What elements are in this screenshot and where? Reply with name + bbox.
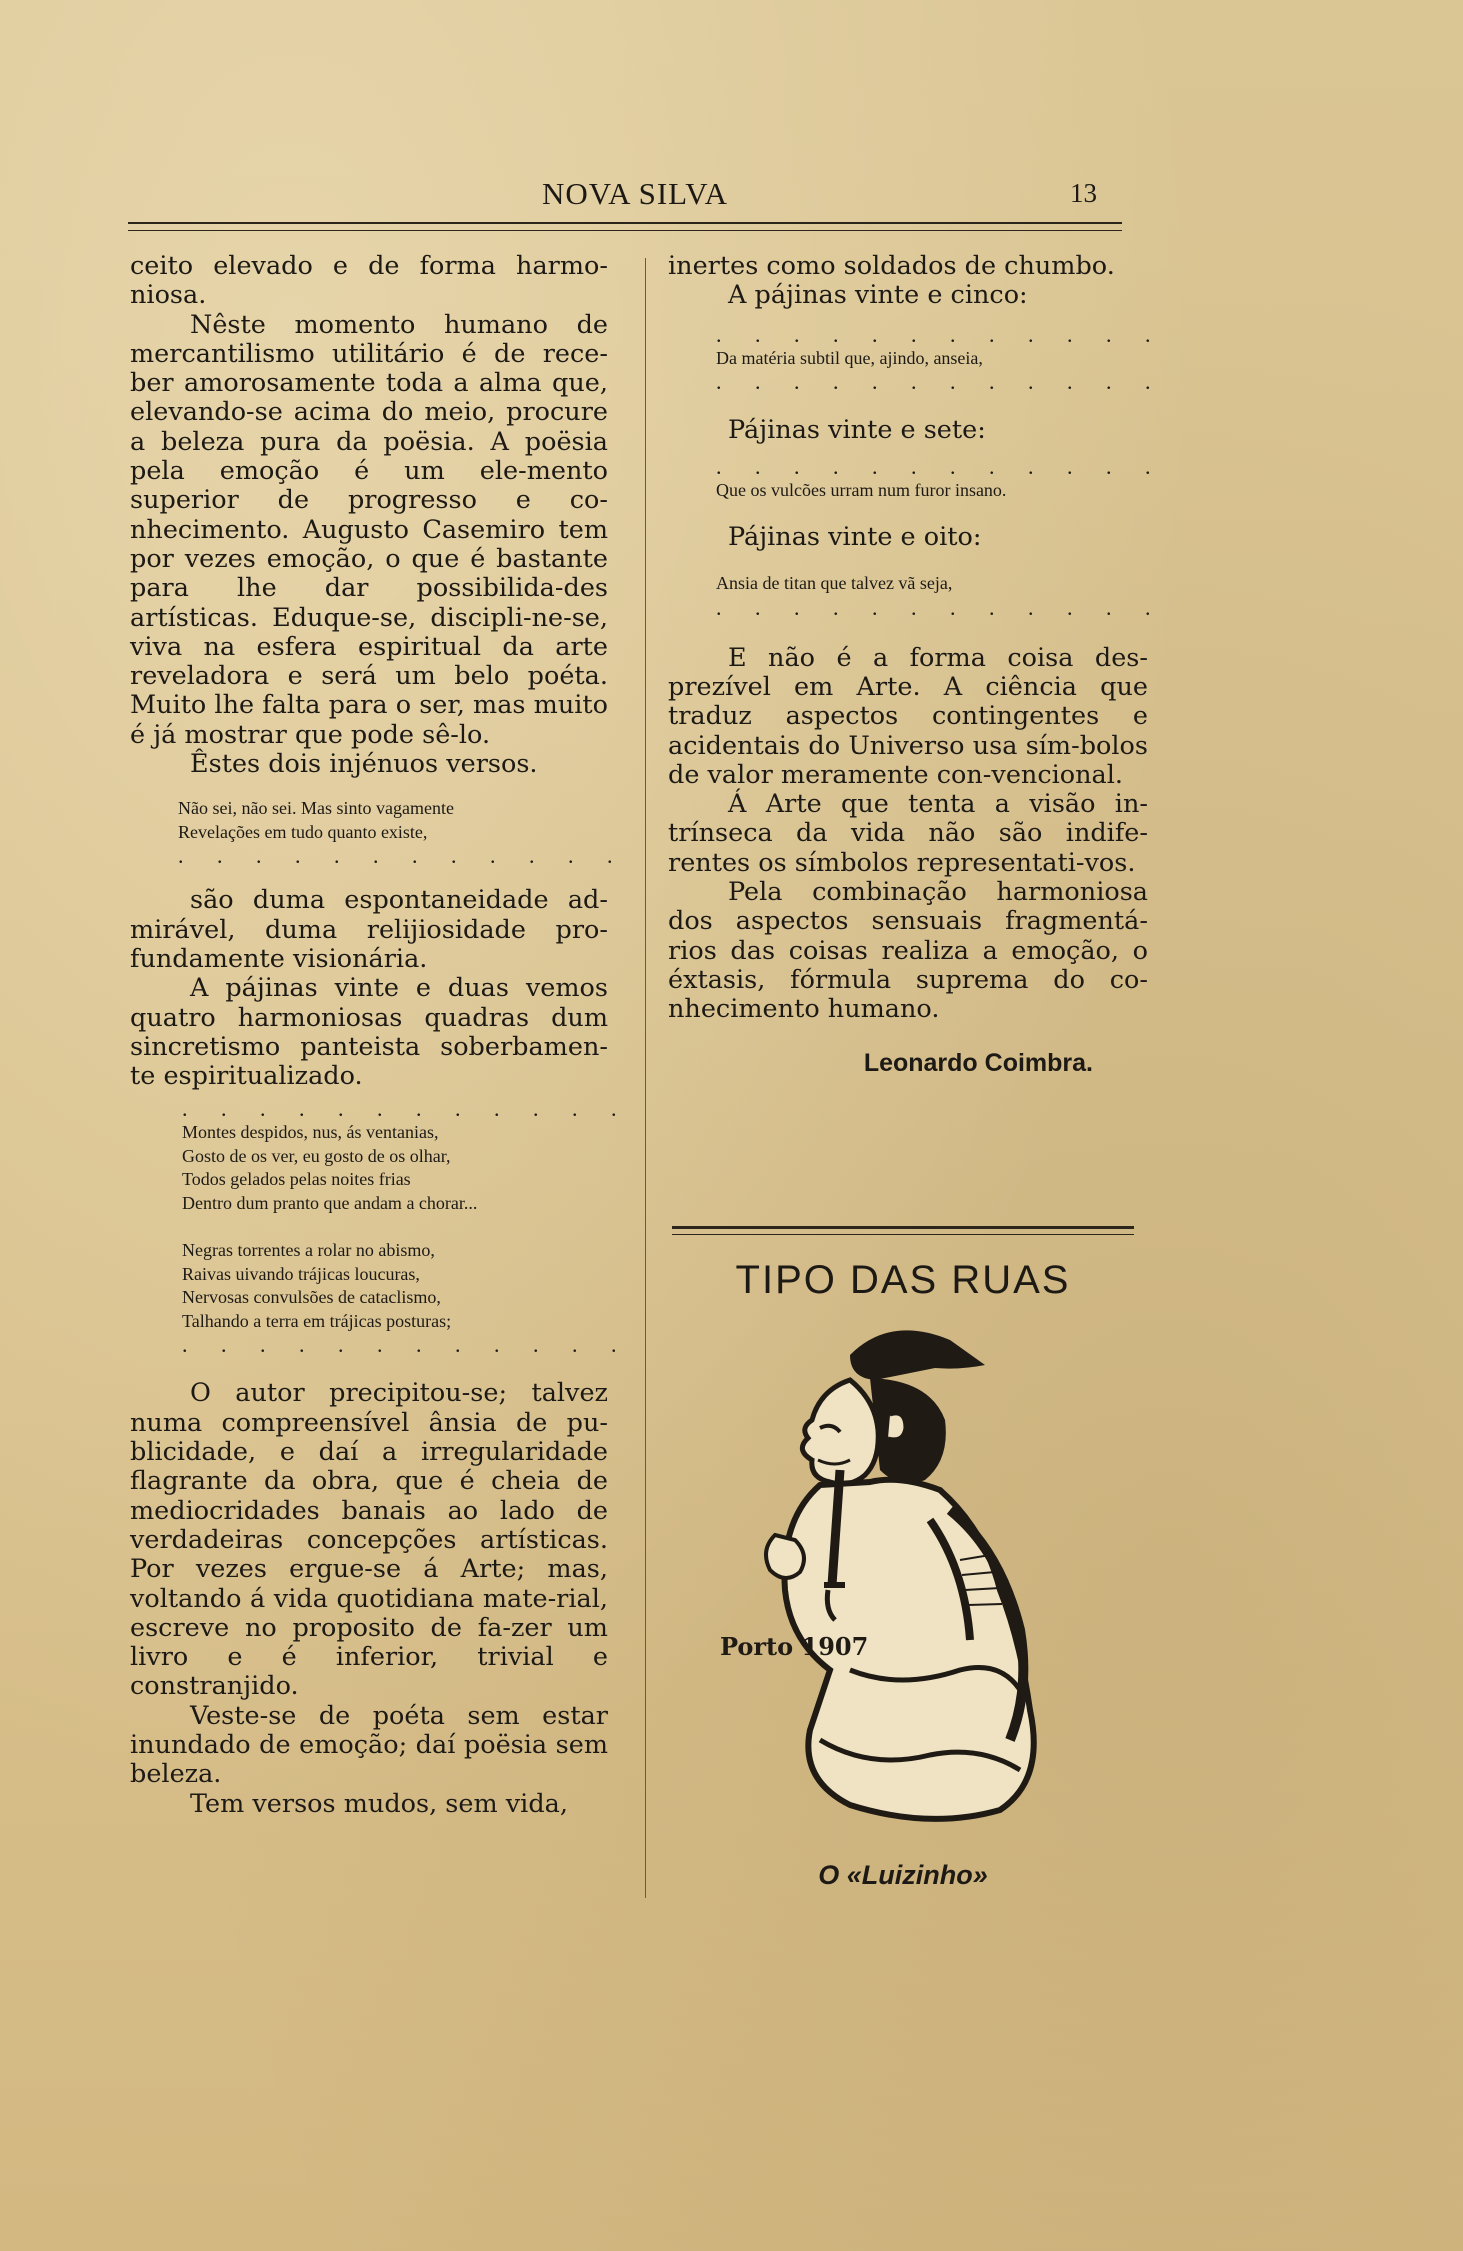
left-column — [130, 251, 631, 1819]
ellipsis-row: . . . . . . . . . . . . — [178, 843, 627, 869]
header-rule — [128, 222, 1122, 231]
page-number: 13 — [1070, 178, 1097, 208]
right-column — [668, 251, 1165, 1078]
column-divider — [645, 258, 646, 1898]
paragraph: inertes como soldados de chumbo. — [668, 251, 1115, 281]
verse-quote: Negras torrentes a rolar no abismo, Raivas uivando trájicas loucuras, Nervosas convulsões de cataclismo, Talhando a terra em trájicas posturas; — [182, 1240, 452, 1331]
ellipsis-row: . . . . . . . . . . . . — [716, 321, 1165, 347]
paragraph: Á Arte que tenta a visão in-trínseca da vida não são indife-rentes os símbolos representati-vos. — [668, 789, 1148, 878]
section-title: TIPO DAS RUAS — [735, 1258, 1071, 1302]
paragraph: E não é a forma coisa des-prezível em Arte. A ciência que traduz aspectos contingentes e acidentais do Universo usa sím-bolos de valor meramente con-vencional. — [668, 642, 1148, 790]
paragraph: Nêste momento humano de mercantilismo utilitário é de rece-ber amorosamente toda a alma que, elevando-se acima do meio, procure a beleza pura da poësia. A poësia pela emoção é um ele-mento superior de progresso e co-nhecimento. Augusto Casemiro tem por vezes emoção, o que é bastante para lhe dar possibilida-des artísticas. Eduque-se, discipli-ne-se, viva na esfera espiritual da arte reveladora e será um belo poéta. Muito lhe falta para o ser, mas muito é já mostrar que pode sê-lo. — [130, 309, 608, 750]
paragraph: Pájinas vinte e oito: — [728, 521, 982, 552]
ellipsis-row: . . . . . . . . . . . . — [716, 594, 1165, 620]
ellipsis-row: . . . . . . . . . . . . — [182, 1096, 631, 1122]
illustration-caption: O «Luizinho» — [818, 1860, 988, 1890]
author-signature: Leonardo Coimbra. — [863, 1048, 1093, 1077]
paragraph: ceito elevado e de forma harmo-niosa. — [130, 251, 608, 311]
paragraph: A pájinas vinte e duas vemos quatro harmoniosas quadras dum sincretismo panteista soberbamen-te espiritualizado. — [130, 973, 608, 1092]
verse-quote: Montes despidos, nus, ás ventanias, Gosto de os ver, eu gosto de os olhar, Todos gelados pelas noites frias Dentro dum pranto que andam a chorar... — [182, 1122, 478, 1213]
paragraph: Tem versos mudos, sem vida, — [190, 1788, 568, 1819]
paragraph: são duma espontaneidade ad-mirável, duma relijiosidade pro-fundamente visionária. — [130, 885, 608, 974]
paragraph: Veste-se de poéta sem estar inundado de emoção; daí poësia sem beleza. — [130, 1700, 608, 1790]
caricature-illustration — [700, 1310, 1100, 1850]
verse-quote: Que os vulcões urram num furor insano. — [716, 480, 1007, 501]
paragraph: Pela combinação harmoniosa dos aspectos sensuais fragmentá-rios das coisas realiza a emoção, o éxtasis, fórmula suprema do co-nhecimento humano. — [668, 877, 1148, 1025]
ellipsis-row: . . . . . . . . . . . . — [182, 1332, 631, 1358]
paragraph: Êstes dois injénuos versos. — [190, 749, 538, 780]
paragraph: A pájinas vinte e cinco: — [728, 280, 1028, 311]
ellipsis-row: . . . . . . . . . . . . — [716, 369, 1165, 395]
illustration-signature: Porto 1907 — [720, 1632, 869, 1661]
verse-quote: Ansia de titan que talvez vã seja, — [716, 573, 953, 594]
ellipsis-row: . . . . . . . . . . . . — [716, 454, 1165, 480]
paragraph: Pájinas vinte e sete: — [728, 415, 986, 446]
verse-quote: Não sei, não sei. Mas sinto vagamente Revelações em tudo quanto existe, — [178, 798, 454, 842]
running-title: NOVA SILVA — [541, 176, 729, 211]
verse-quote: Da matéria subtil que, ajindo, anseia, — [716, 347, 983, 368]
paragraph: O autor precipitou-se; talvez numa compreensível ânsia de pu-blicidade, e daí a irregularidade flagrante da obra, que é cheia de mediocridades banais ao lado de verdadeiras concepções artísticas. Por vezes ergue-se á Arte; mas, voltando á vida quotidiana mate-rial, escreve no proposito de fa-zer um livro e é inferior, trivial e constranjido. — [130, 1378, 608, 1702]
section-rule — [672, 1226, 1134, 1235]
